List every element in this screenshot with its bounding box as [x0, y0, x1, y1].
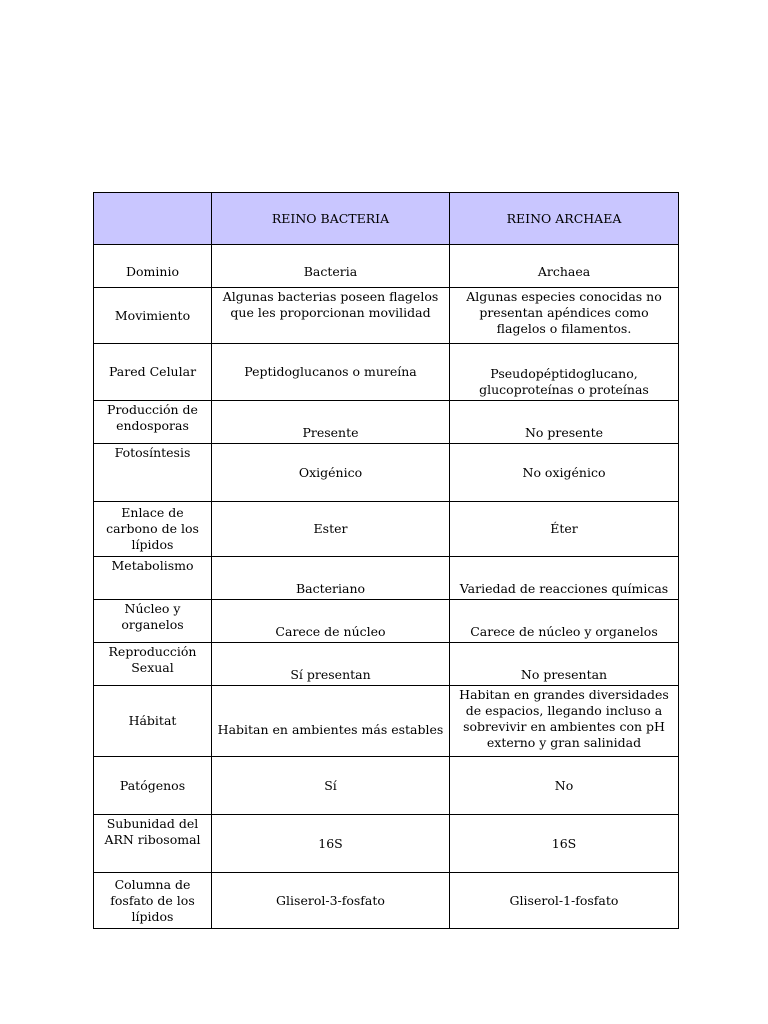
table-row — [94, 557, 679, 600]
row-label: Dominio — [94, 245, 212, 288]
comparison-table — [93, 192, 679, 929]
table-row — [94, 444, 679, 502]
table-row — [94, 757, 679, 815]
row-label: Enlace de carbono de los lípidos — [94, 502, 212, 557]
row-label: Núcleo y organelos — [94, 600, 212, 643]
header-blank-cell — [94, 193, 212, 245]
archaea-cell: No presente — [450, 401, 679, 444]
header-row — [94, 193, 679, 245]
row-label: Patógenos — [94, 757, 212, 815]
row-label: Metabolismo — [94, 557, 212, 600]
bacteria-cell: Bacteria — [212, 245, 450, 288]
archaea-cell: 16S — [450, 815, 679, 873]
archaea-cell: No — [450, 757, 679, 815]
bacteria-cell: Gliserol-3-fosfato — [212, 873, 450, 929]
bacteria-cell: Oxigénico — [212, 444, 450, 502]
bacteria-cell: 16S — [212, 815, 450, 873]
table-row — [94, 873, 679, 929]
archaea-cell: Habitan en grandes diversidades de espacios, llegando incluso a sobrevivir en ambientes con pH externo y gran salinidad — [450, 686, 679, 757]
row-label: Columna de fosfato de los lípidos — [94, 873, 212, 929]
archaea-cell: Carece de núcleo y organelos — [450, 600, 679, 643]
bacteria-cell: Sí presentan — [212, 643, 450, 686]
archaea-cell: Variedad de reacciones químicas — [450, 557, 679, 600]
table-row — [94, 401, 679, 444]
bacteria-cell: Sí — [212, 757, 450, 815]
table-row — [94, 344, 679, 401]
header-bacteria: REINO BACTERIA — [212, 193, 450, 245]
table-row — [94, 643, 679, 686]
archaea-cell: Éter — [450, 502, 679, 557]
table-row — [94, 502, 679, 557]
bacteria-cell: Peptidoglucanos o mureína — [212, 344, 450, 401]
archaea-cell: Gliserol-1-fosfato — [450, 873, 679, 929]
bacteria-cell: Algunas bacterias poseen flagelos que les proporcionan movilidad — [212, 288, 450, 344]
archaea-cell: No oxigénico — [450, 444, 679, 502]
archaea-cell: Archaea — [450, 245, 679, 288]
row-label: Movimiento — [94, 288, 212, 344]
archaea-cell: Algunas especies conocidas no presentan apéndices como flagelos o filamentos. — [450, 288, 679, 344]
row-label: Pared Celular — [94, 344, 212, 401]
table-row — [94, 245, 679, 288]
row-label: Fotosíntesis — [94, 444, 212, 502]
row-label: Reproducción Sexual — [94, 643, 212, 686]
table-row — [94, 686, 679, 757]
row-label: Hábitat — [94, 686, 212, 757]
bacteria-cell: Ester — [212, 502, 450, 557]
bacteria-cell: Presente — [212, 401, 450, 444]
row-label: Producción de endosporas — [94, 401, 212, 444]
archaea-cell: Pseudopéptidoglucano, glucoproteínas o proteínas — [450, 344, 679, 401]
table-row — [94, 600, 679, 643]
table-row — [94, 815, 679, 873]
bacteria-cell: Carece de núcleo — [212, 600, 450, 643]
header-archaea: REINO ARCHAEA — [450, 193, 679, 245]
table-row — [94, 288, 679, 344]
archaea-cell: No presentan — [450, 643, 679, 686]
bacteria-cell: Bacteriano — [212, 557, 450, 600]
row-label: Subunidad del ARN ribosomal — [94, 815, 212, 873]
bacteria-cell: Habitan en ambientes más estables — [212, 686, 450, 757]
